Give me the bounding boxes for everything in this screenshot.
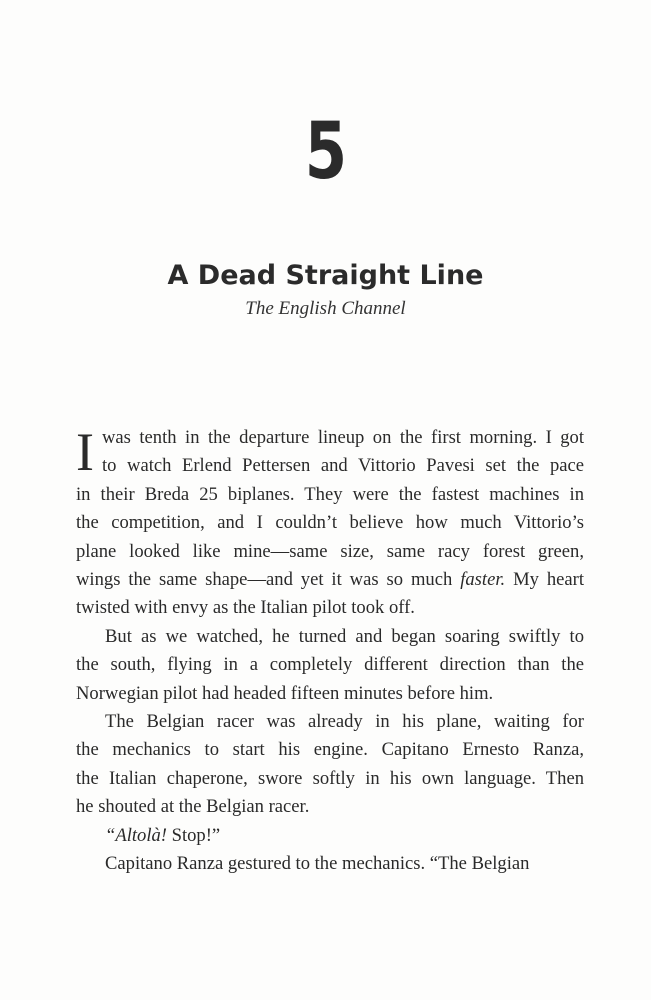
paragraph-5 (76, 850, 584, 878)
paragraph-1 (76, 424, 584, 623)
chapter-body (76, 424, 584, 879)
text-span: was tenth in the departure lineup on the first morning. I got (102, 427, 584, 448)
text-line: The Belgian racer was already in his plane, waiting for (105, 711, 584, 733)
text-line (76, 566, 584, 594)
paragraph-3 (76, 708, 584, 822)
text-line: the Italian chaperone, swore softly in his own language. Then (76, 767, 584, 789)
text-line: he shouted at the Belgian racer. (76, 796, 310, 818)
text-line: in their Breda 25 biplanes. They were the fastest machines in (76, 483, 584, 505)
drop-cap: I (76, 422, 94, 482)
text-span: My heart (505, 569, 584, 591)
text-line: the mechanics to start his engine. Capitano Ernesto Ranza, (76, 739, 584, 761)
paragraph-4 (76, 822, 584, 850)
chapter-subtitle: The English Channel (245, 298, 406, 319)
text-line: the competition, and I couldn’t believe how much Vittorio’s (76, 512, 584, 534)
paragraph-2 (76, 623, 584, 708)
chapter-title: A Dead Straight Line (167, 260, 484, 291)
text-line: to watch Erlend Pettersen and Vittorio Pavesi set the pace (102, 455, 584, 477)
text-line: But as we watched, he turned and began soaring swiftly to (105, 625, 584, 647)
text-line: Capitano Ranza gestured to the mechanics. “The Belgian (105, 853, 530, 875)
emphasis-text: “Altolà! (105, 824, 167, 846)
text-line: twisted with envy as the Italian pilot took off. (76, 597, 415, 619)
text-span: wings the same shape—and yet it was so much (76, 569, 461, 591)
text-line: plane looked like mine—same size, same racy forest green, (76, 540, 584, 562)
text-line (76, 822, 584, 850)
text-span: Stop!” (166, 824, 221, 846)
text-line: Norwegian pilot had headed fifteen minutes before him. (76, 682, 494, 704)
text-line: the south, flying in a completely different direction than the (76, 654, 584, 676)
emphasis-text: faster. (460, 569, 506, 591)
chapter-number: 5 (304, 107, 347, 197)
